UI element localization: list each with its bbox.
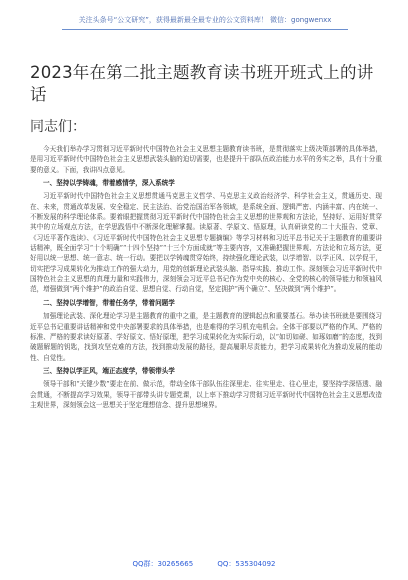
section-1-paragraph: 习近平新时代中国特色社会主义思想贯通马克思主义哲学、马克思主义政治经济学、科学社会主义，贯通历史、现在、未来，贯通改革发展、安全稳定、民主法治、治党治国治军各领域，是系统全面、逻辑严密、内涵丰富、内在统一、不断发展的科学理论体系。要着眼把握贯彻习近平新时代中国特色社会主义思想的世界观和方法论，坚持好、运用好贯穿其中的立场观点方法，在学思践悟中不断深化理解掌握。读原著、学原文、悟原理，认真研读党的二十大报告、党章、《习近平著作选读》、《习近平新时代中国特色社会主义思想专题摘编》等学习材料和习近平总书记关于主题教育的重要讲话精神，既全面学习“十个明确”“十四个坚持”“十三个方面成就”等主要内容，又准确把握世界观、方法论和立场方法，更好用以统一思想、统一意志、统一行动。要把以学铸魂贯穿始终，持续强化理论武装，以学增智、以学正风、以学促干，切实把学习成果转化为推动工作的强大动力，用党的创新理论武装头脑、指导实践、推动工作。深刻领会习近平新时代中国特色社会主义思想的真理力量和实践伟力，深刻领会习近平总书记作为党中央的核心、全党的核心的领导能力和领袖风范，增强做到“两个维护”的政治自觉、思想自觉、行动自觉，坚定拥护“两个确立”、坚决做到“两个维护”。 [30,192,382,294]
salutation: 同志们： [30,119,86,135]
section-heading-1: 一、坚持以学铸魂，带着感情学，深入系统学 [43,179,175,188]
section-heading-2: 二、坚持以学增智，带着任务学，带着问题学 [43,298,175,307]
section-2-paragraph: 加强理论武装、深化理论学习是主题教育的重中之重，是主题教育的逻辑起点和重要基石。举办读书班就是要围绕习近平总书记重要讲话精神和党中央部署要求的具体举措，也是难得的学习机充电机会。全体干部要以严格的作风、严格的标准、严格的要求读好原著、学好原文、悟好原理，把学习成果转化为实际行动，以“如切如磋、如琢如磨”的态度，找到破题解题的钥匙，找到攻坚克难的方法，找到推动发展的路径，提高履职尽责能力，把学习成果转化为推动发展的能动性、自觉性。 [30,312,382,362]
footer-contact [0,556,408,572]
section-heading-3: 三、坚持以学正风，端正态度学，带领带头学 [43,366,175,375]
header-banner: 关注头条号“公文研究”，获得最新最全最专业的公文资料库！ 微信：gongwenxx [62,12,348,30]
section-3-paragraph: 领导干部和“关键少数”要走在前、做示范，带动全体干部队伍往深里走、往实里走、往心里走，要坚持学深悟透、融会贯通，不断提高学习效果，领导干部带头讲专题党课，以上率下推动学习贯彻习近平新时代中国特色社会主义思想改造主观世界，深刻领会这一思想关于坚定理想信念、提升思想境界。 [30,380,382,409]
footer-qq-group: QQ群：30265665 [132,560,194,568]
footer-qq: QQ：535304092 [217,560,276,568]
document-body [30,144,382,413]
intro-paragraph: 今天我们举办学习贯彻习近平新时代中国特色社会主义思想主题教育读书班，是贯彻落实上级决策部署的具体举措，是用习近平新时代中国特色社会主义思想武装头脑的迫切需要，也是提升干部队伍政治能力水平的务实之举，具有十分重要的意义。下面，我讲四点意见。 [30,145,382,174]
document-title: 2023年在第二批主题教育读书班开班式上的讲话 [30,63,374,104]
